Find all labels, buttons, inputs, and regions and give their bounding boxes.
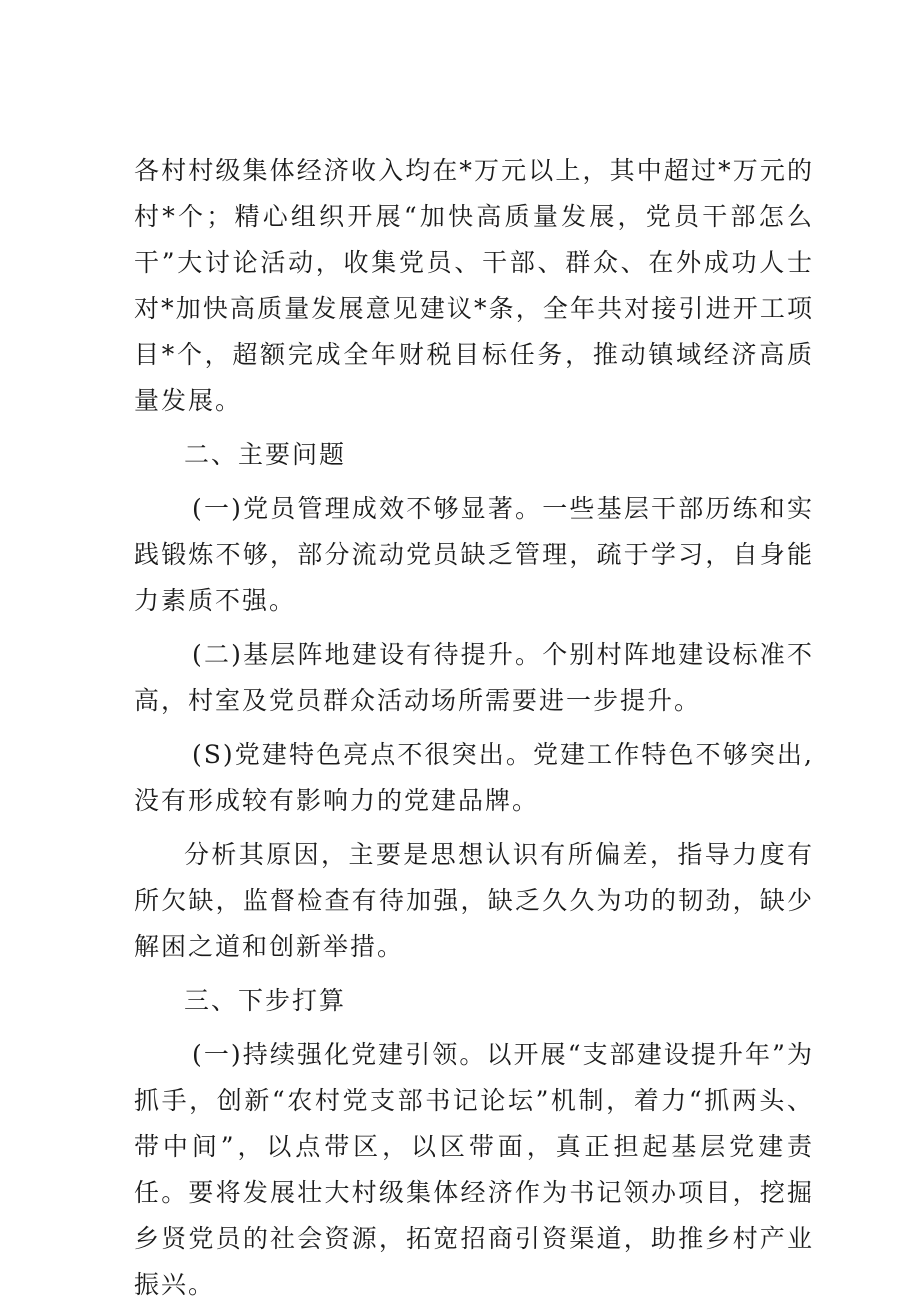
paragraph-economic-results: 各村村级集体经济收入均在*万元以上，其中超过*万元的村*个；精心组织开展“加快高质量发展，党员干部怎么干”大讨论活动，收集党员、干部、群众、在外成功人士对*加快高质量发展意见建议*条，全年共对接引进开工项目*个，超额完成全年财税目标任务，推动镇域经济高质量发展。 — [134, 156, 814, 415]
paragraph-problem-grassroots-sites: (二)基层阵地建设有待提升。个别村阵地建设标准不高，村室及党员群众活动场所需要进一步提升。 — [134, 640, 814, 715]
heading-next-steps: 三、下步打算 — [184, 986, 347, 1015]
paragraph-problem-party-features: (S)党建特色亮点不很突出。党建工作特色不够突出,没有形成较有影响力的党建品牌。 — [134, 740, 814, 815]
paragraph-problem-party-management: (一)党员管理成效不够显著。一些基层干部历练和实践锻炼不够，部分流动党员缺乏管理，疏于学习，自身能力素质不强。 — [134, 494, 814, 615]
document-body — [134, 148, 814, 1308]
heading-main-problems: 二、主要问题 — [184, 440, 347, 469]
paragraph-plan-party-leadership: (一)持续强化党建引领。以开展“支部建设提升年”为抓手，创新“农村党支部书记论坛”机制，着力“抓两头、带中间”，以点带区，以区带面，真正担起基层党建责任。要将发展壮大村级集体经济作为书记领办项目，挖掘乡贤党员的社会资源，拓宽招商引资渠道，助推乡村产业振兴。 — [134, 1040, 814, 1299]
paragraph-cause-analysis: 分析其原因，主要是思想认识有所偏差，指导力度有所欠缺，监督检查有待加强，缺乏久久为功的韧劲，缺少解困之道和创新举措。 — [134, 840, 814, 961]
